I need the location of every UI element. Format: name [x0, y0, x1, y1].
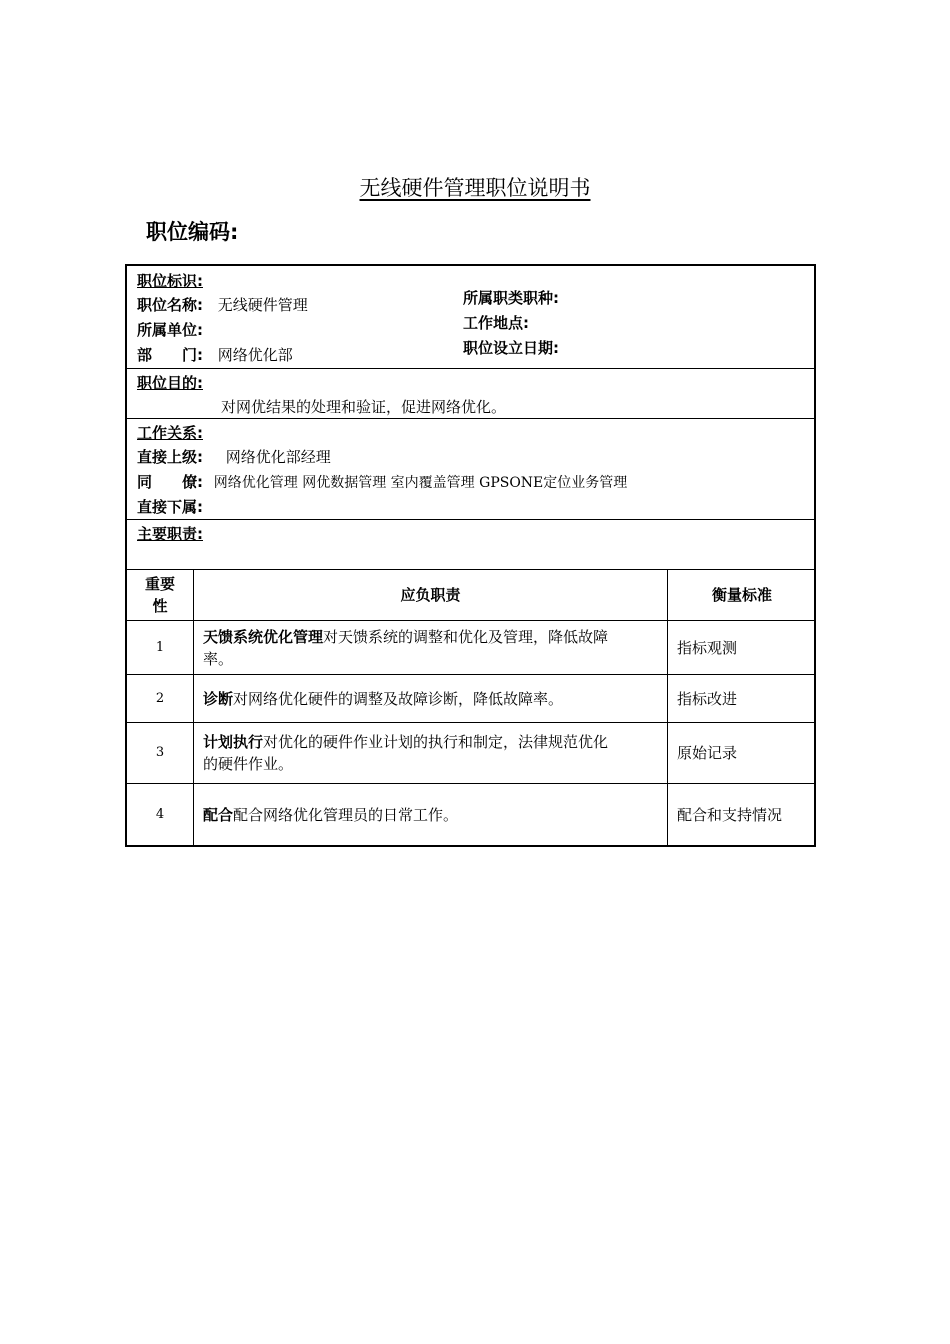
row-1-responsibility [203, 621, 663, 674]
department-label: 部 门: [137, 346, 203, 364]
importance-header-line1: 重要 [144, 575, 175, 593]
document-title: 无线硬件管理职位说明书 [359, 176, 591, 200]
row-2-importance: 2 [155, 690, 165, 706]
superior-value: 网络优化部经理 [225, 448, 331, 466]
row-4-importance: 4 [155, 806, 165, 822]
position-code-label: 职位编码: [146, 220, 239, 244]
work-location-label: 工作地点: [463, 314, 529, 332]
position-purpose-section [127, 369, 814, 419]
job-description-table [125, 264, 816, 847]
row-1-importance: 1 [155, 639, 165, 655]
position-identification-section [127, 266, 814, 369]
work-relations-section [127, 419, 814, 520]
row-2-standard: 指标改进 [677, 689, 738, 708]
purpose-text: 对网优结果的处理和验证，促进网络优化。 [221, 398, 507, 416]
row-4-duty-text: 配合网络优化管理员的日常工作。 [233, 805, 459, 824]
subordinate-label: 直接下属: [137, 498, 203, 516]
row-3-duty-title: 计划执行 [203, 733, 264, 751]
peer-value: 网络优化管理 网优数据管理 室内覆盖管理 GPSONE定位业务管理 [213, 475, 628, 491]
identification-heading: 职位标识: [137, 272, 203, 290]
unit-label: 所属单位: [137, 321, 203, 339]
purpose-heading: 职位目的: [137, 374, 203, 392]
main-duties-section [127, 520, 814, 570]
position-name-row [137, 296, 308, 314]
superior-label: 直接上级: [137, 448, 203, 466]
row-2-duty-title: 诊断 [203, 689, 234, 708]
duties-table [127, 570, 814, 845]
row-4-standard: 配合和支持情况 [677, 805, 783, 824]
row-2-responsibility [203, 675, 663, 722]
row-3-responsibility [203, 723, 663, 783]
duties-heading: 主要职责: [137, 525, 203, 543]
row-1-standard: 指标观测 [677, 638, 738, 657]
row-4-responsibility [203, 784, 663, 845]
row-3-standard: 原始记录 [677, 744, 738, 762]
row-1-duty-text-cont: 率。 [203, 649, 234, 668]
relations-heading: 工作关系: [137, 424, 203, 442]
department-row [137, 346, 293, 364]
importance-header [127, 570, 193, 620]
job-category-label: 所属职类职种: [463, 289, 559, 307]
row-3-importance: 3 [155, 745, 165, 760]
importance-header-line2: 性 [152, 597, 168, 615]
standard-header: 衡量标准 [711, 586, 772, 604]
superior-row [137, 448, 331, 466]
responsibility-header: 应负职责 [400, 586, 461, 604]
row-3-duty-text-cont: 的硬件作业。 [203, 755, 294, 773]
position-name-value: 无线硬件管理 [217, 296, 308, 314]
row-1-duty-text: 对天馈系统的调整和优化及管理，降低故障 [323, 627, 609, 646]
row-4-duty-title: 配合 [203, 805, 234, 824]
peer-label: 同 僚: [137, 473, 203, 491]
row-1-duty-title: 天馈系统优化管理 [203, 627, 324, 646]
row-3-duty-text: 对优化的硬件作业计划的执行和制定，法律规范优化 [263, 733, 609, 751]
establish-date-label: 职位设立日期: [463, 339, 559, 357]
row-2-duty-text: 对网络优化硬件的调整及故障诊断，降低故障率。 [233, 689, 564, 708]
peer-row [137, 473, 627, 492]
department-value: 网络优化部 [217, 346, 293, 364]
position-name-label: 职位名称: [137, 296, 203, 314]
